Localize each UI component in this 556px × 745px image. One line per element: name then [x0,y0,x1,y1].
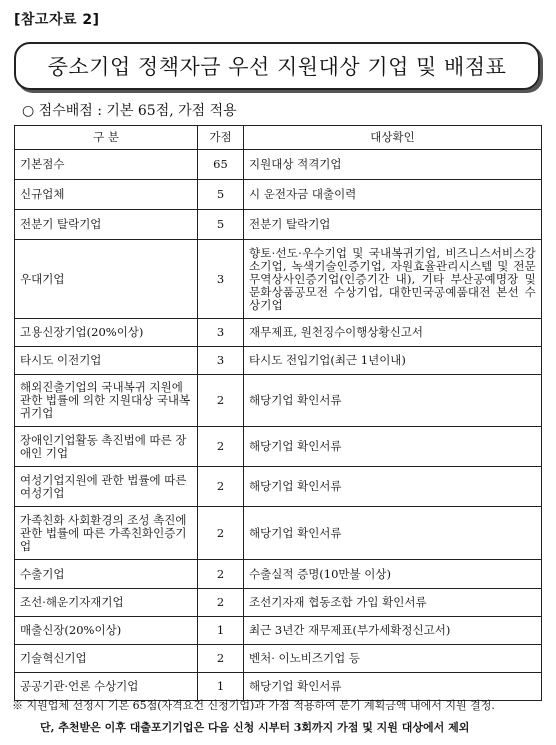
row-category: 매출신장(20%이상) [15,617,198,645]
header-verify: 대상확인 [244,126,542,150]
row-category: 조선·해운기자재기업 [15,589,198,617]
row-category: 기술혁신기업 [15,645,198,673]
row-verify: 향토·선도·우수기업 및 국내복귀기업, 비즈니스서비스강소기업, 녹색기술인증기업, 자원효율관리시스템 및 전문무역상사인증기업(인증기간 내), 기타 부산공예명장 및 문화상품공모전 수상기업, 대한민국공예품대전 본선 수상기업 [244,240,542,319]
header-category: 구 분 [15,126,198,150]
row-category: 공공기관·언론 수상기업 [15,673,198,701]
row-points: 2 [198,645,244,673]
row-category: 가족친화 사회환경의 조성 촉진에 관한 법률에 따른 가족친화인증기업 [15,507,198,560]
row-category: 기본점수 [15,150,198,180]
row-points: 2 [198,560,244,589]
header-points: 가점 [198,126,244,150]
footnote-selection-rule: ※ 지원업체 선정시 기본 65점(자격요건 신청기업)과 가점 적용하여 분기 계획금액 내에서 지원 결정. [12,699,495,712]
row-points: 1 [198,673,244,701]
document-title-box [14,42,540,90]
row-points: 2 [198,427,244,467]
row-verify: 해당기업 확인서류 [244,507,542,560]
row-verify: 해당기업 확인서류 [244,375,542,427]
row-points: 3 [198,319,244,347]
row-points: 2 [198,507,244,560]
row-verify: 타시도 전입기업(최근 1년이내) [244,347,542,375]
table-row [15,347,542,375]
row-category: 신규업체 [15,180,198,210]
row-verify: 해당기업 확인서류 [244,427,542,467]
table-row [15,180,542,210]
table-row [15,560,542,589]
document-title: 중소기업 정책자금 우선 지원대상 기업 및 배점표 [47,55,507,79]
table-row [15,375,542,427]
row-category: 우대기업 [15,240,198,319]
row-category: 해외진출기업의 국내복귀 지원에 관한 법률에 의한 지원대상 국내복귀기업 [15,375,198,427]
table-row [15,467,542,507]
row-verify: 재무제표, 원천징수이행상황신고서 [244,319,542,347]
row-verify: 시 운전자금 대출이력 [244,180,542,210]
row-points: 3 [198,240,244,319]
row-verify: 해당기업 확인서류 [244,467,542,507]
table-row [15,427,542,467]
row-points: 2 [198,589,244,617]
table-row [15,319,542,347]
row-category: 여성기업지원에 관한 법률에 따른 여성기업 [15,467,198,507]
scoring-subtitle: ○ 점수배점 : 기본 65점, 가점 적용 [22,103,237,119]
row-points: 1 [198,617,244,645]
row-verify: 해당기업 확인서류 [244,673,542,701]
scoring-table [14,125,542,701]
row-verify: 벤처· 이노비즈기업 등 [244,645,542,673]
row-verify: 전분기 탈락기업 [244,210,542,240]
reference-label: [참고자료 2] [14,12,100,28]
row-verify: 최근 3년간 재무제표(부가세확정신고서) [244,617,542,645]
row-points: 65 [198,150,244,180]
table-row [15,150,542,180]
table-row [15,645,542,673]
row-category: 고용신장기업(20%이상) [15,319,198,347]
table-row [15,617,542,645]
row-verify: 지원대상 적격기업 [244,150,542,180]
row-category: 전분기 탈락기업 [15,210,198,240]
row-points: 2 [198,467,244,507]
table-row [15,240,542,319]
table-row [15,589,542,617]
footnote-exclusion-rule: 단, 추천받은 이후 대출포기기업은 다음 신청 시부터 3회까지 가점 및 지원 대상에서 제외 [40,721,470,734]
row-category: 수출기업 [15,560,198,589]
row-points: 2 [198,375,244,427]
row-points: 5 [198,210,244,240]
row-verify: 수출실적 증명(10만불 이상) [244,560,542,589]
row-category: 타시도 이전기업 [15,347,198,375]
table-row [15,210,542,240]
row-verify: 조선기자재 협동조합 가입 확인서류 [244,589,542,617]
row-category: 장애인기업활동 촉진법에 따른 장애인 기업 [15,427,198,467]
row-points: 3 [198,347,244,375]
row-points: 5 [198,180,244,210]
table-row [15,507,542,560]
table-header-row [15,126,542,150]
